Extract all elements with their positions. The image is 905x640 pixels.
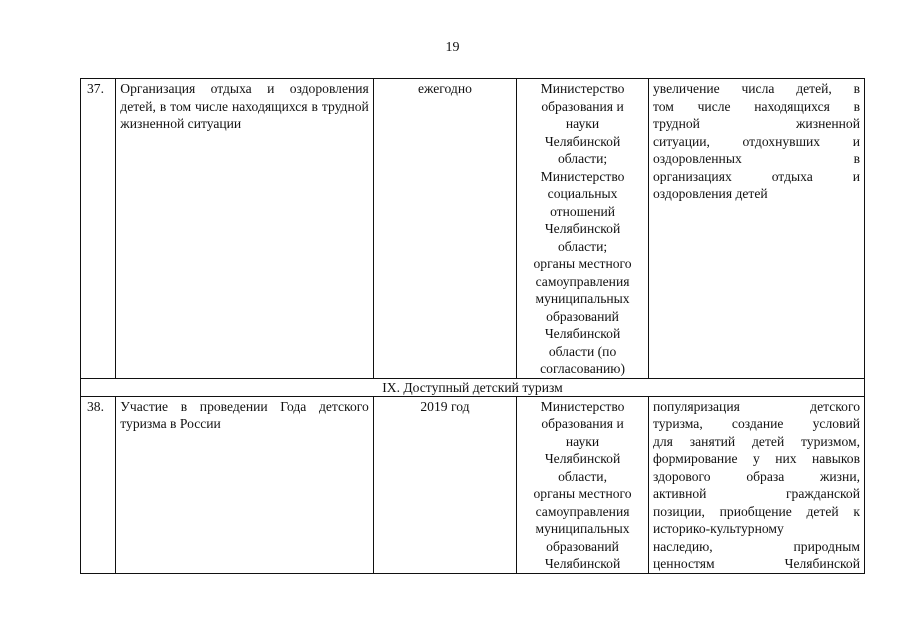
- section-heading-row: [81, 378, 865, 396]
- text-line: организациях отдыха и: [652, 168, 860, 184]
- text-line: области (по: [548, 343, 617, 359]
- text-line: самоуправления: [535, 273, 630, 289]
- activity-term: ежегодно: [373, 79, 516, 379]
- text-line: муниципальных: [535, 521, 630, 536]
- row-number: 37.: [81, 79, 116, 379]
- row-number: 38.: [81, 396, 116, 573]
- activity-name: Организация отдыха и оздоровления детей, в том числе находящихся в трудной жизненной ситуации: [116, 79, 374, 379]
- text-line: Челябинской: [544, 133, 621, 149]
- table-row: [81, 396, 865, 573]
- activity-term: 2019 год: [373, 396, 516, 573]
- text-line: органы местного: [533, 486, 632, 501]
- text-line: позиции, приобщение детей к: [652, 503, 860, 519]
- expected-result: [648, 79, 864, 379]
- expected-result: [648, 396, 864, 573]
- responsible-executors: [517, 396, 649, 573]
- text-line: Министерство: [540, 168, 625, 184]
- text-line: Челябинской: [544, 556, 621, 571]
- text-line: области;: [557, 151, 608, 166]
- text-line: органы местного: [533, 256, 632, 271]
- text-line: формирование у них навыков: [652, 451, 860, 466]
- table-row: [81, 79, 865, 379]
- text-line: области;: [557, 238, 608, 254]
- text-line: муниципальных: [535, 291, 630, 306]
- text-line: для занятий детей туризмом,: [652, 433, 860, 449]
- text-line: социальных: [547, 186, 618, 201]
- text-line: области,: [558, 468, 607, 484]
- text-line: образования и: [541, 416, 624, 431]
- text-line: ситуации, отдохнувших и: [652, 133, 860, 149]
- text-line: ценностям Челябинской: [652, 556, 860, 571]
- text-line: популяризация детского: [652, 398, 860, 414]
- text-line: увеличение числа детей, в: [652, 81, 860, 96]
- program-table: [80, 78, 865, 574]
- text-line: наследию, природным: [652, 538, 860, 554]
- section-title: IX. Доступный детский туризм: [81, 378, 865, 396]
- text-line: науки: [565, 116, 600, 131]
- text-line: Челябинской: [544, 221, 621, 236]
- page-number: 19: [445, 40, 460, 55]
- text-line: образований: [546, 538, 619, 554]
- text-line: науки: [565, 433, 600, 449]
- text-line: Челябинской: [544, 451, 621, 466]
- text-line: историко-культурному: [652, 521, 784, 536]
- text-line: трудной жизненной: [652, 116, 860, 131]
- text-line: самоуправления: [535, 503, 630, 519]
- text-line: отношений: [550, 203, 616, 219]
- text-line: согласованию): [540, 361, 625, 376]
- text-line: Министерство: [540, 398, 625, 414]
- text-line: образования и: [541, 98, 624, 114]
- text-line: оздоровленных в: [652, 151, 860, 166]
- text-line: образований: [546, 308, 619, 324]
- text-line: оздоровления детей: [652, 186, 768, 201]
- text-line: активной гражданской: [652, 486, 860, 501]
- text-line: Челябинской: [544, 326, 621, 341]
- activity-name: Участие в проведении Года детского туризма в России: [116, 396, 374, 573]
- text-line: том числе находящихся в: [652, 98, 860, 114]
- text-line: туризма, создание условий: [652, 416, 860, 431]
- text-line: Министерство: [540, 81, 625, 96]
- text-line: здорового образа жизни,: [652, 468, 860, 484]
- responsible-executors: [517, 79, 649, 379]
